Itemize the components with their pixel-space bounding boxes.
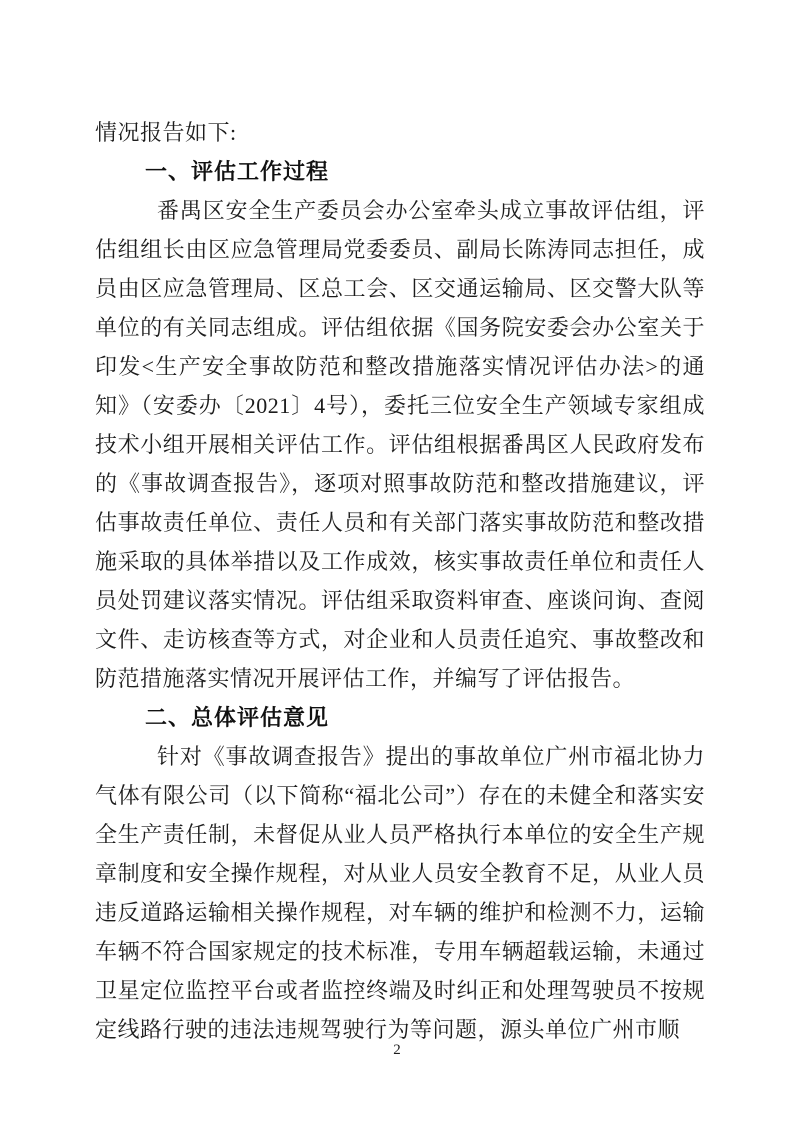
page-number: 2 bbox=[393, 1042, 401, 1058]
section-1-paragraph: 番禺区安全生产委员会办公室牵头成立事故评估组，评估组组长由区应急管理局党委委员、副局长陈涛同志担任，成员由区应急管理局、区总工会、区交通运输局、区交警大队等单位的有关同志组成。评估组依据《国务院安委会办公室关于印发<生产安全事故防范和整改措施落实情况评估办法>的通知》（安委办〔2021〕4号），委托三位安全生产领域专家组成技术小组开展相关评估工作。评估组根据番禺区人民政府发布的《事故调查报告》，逐项对照事故防范和整改措施建议，评估事故责任单位、责任人员和有关部门落实事故防范和整改措施采取的具体举措以及工作成效，核实事故责任单位和责任人员处罚建议落实情况。评估组采取资料审查、座谈问询、查阅文件、走访核查等方式，对企业和人员责任追究、事故整改和防范措施落实情况开展评估工作，并编写了评估报告。 bbox=[95, 198, 705, 691]
continuation-line: 情况报告如下: bbox=[95, 120, 237, 145]
section-2-paragraph: 针对《事故调查报告》提出的事故单位广州市福北协力气体有限公司（以下简称“福北公司”）存在的未健全和落实安全生产责任制，未督促从业人员严格执行本单位的安全生产规章制度和安全操作规程，对从业人员安全教育不足，从业人员违反道路运输相关操作规程，对车辆的维护和检测不力，运输车辆不符合国家规定的技术标准，专用车辆超载运输，未通过卫星定位监控平台或者监控终端及时纠正和处理驾驶员不按规定线路行驶的违法违规驾驶行为等问题，源头单位广州市顺 bbox=[95, 744, 705, 1042]
section-1-heading: 一、评估工作过程 bbox=[145, 159, 330, 184]
document-body bbox=[95, 113, 705, 1049]
section-2-heading: 二、总体评估意见 bbox=[145, 705, 330, 730]
